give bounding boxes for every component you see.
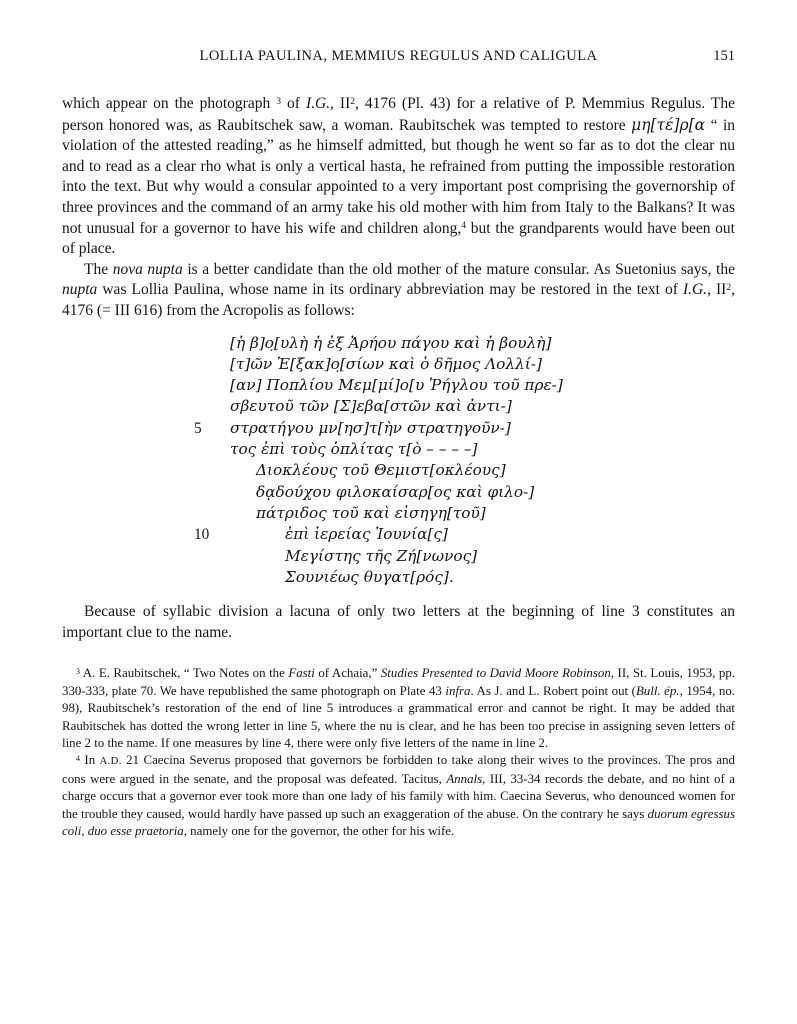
inscription-line-number: 5 xyxy=(194,419,202,437)
inscription-line-text: [τ]ῶν Ἑ[ξακ]ο̣[σίων καὶ ὁ δῆμος Λολλί-] xyxy=(230,354,542,373)
inscription-line xyxy=(184,460,735,481)
inscription-line-number xyxy=(184,375,230,396)
page-header xyxy=(62,48,735,65)
footnote-4: $^4$ In A.D. 21 Caecina Severus proposed that governors be forbidden to take along their wives to the provinces. The pros and cons were argued in the senate, and the proposal was defeated. Tacitus, Annals, III, 33-34 records the debate, and no hint of a charge occurs that a governor ever took more than one lady of his family with him. Caecina Severus, who denounced women for the trouble they caused, would hardly have passed up such an exaggeration of the abuse. On the contrary he says duorum egressus coli, duo esse praetoria, namely one for the governor, the other for his wife. xyxy=(62,753,735,838)
inscription-line-number: 10 xyxy=(194,526,210,544)
paragraph-2: The nova nupta is a better candidate than the old mother of the mature consular. As Suetonius says, the nupta was Lollia Paulina, whose name in its ordinary abbreviation may be restored in the text of I.G., $II^2$, 4176 (= III 616) from the Acropolis as follows: xyxy=(62,260,735,319)
inscription-line-number xyxy=(184,482,230,503)
inscription-line-number xyxy=(184,333,230,354)
inscription-line-text: ἐπὶ ἱερείας Ἰουνία[ς] xyxy=(285,525,448,544)
inscription-line-number xyxy=(184,439,230,460)
inscription-line-text: στρατήγου μν[ησ]τ[ὴν στρατηγοῦν-] xyxy=(230,418,511,437)
inscription-line-number xyxy=(184,460,230,481)
inscription-line xyxy=(184,439,735,460)
inscription-line-text: [αν] Ποπλίου Μεμ[μί]ο[υ Ῥήγλου τοῦ πρε-] xyxy=(230,376,563,395)
inscription-line xyxy=(184,333,735,354)
greek-inscription xyxy=(184,333,735,589)
inscription-line xyxy=(184,567,735,588)
inscription-line-text: [ἡ β]ο̣[υλὴ ἡ ἐξ Ἀρήου πάγου καὶ ἡ βουλὴ] xyxy=(230,333,552,352)
inscription-line xyxy=(184,396,735,417)
footnote-3: $^3$ A. E. Raubitschek, “ Two Notes on the Fasti of Achaia,” Studies Presented to David Moore Robinson, II, St. Louis, 1953, pp. 330-333, plate 70. We have republished the same photograph on Plate 43 infra. As J. and L. Robert point out (Bull. ép., 1954, no. 98), Raubitschek’s restoration of the end of line 5 introduces a grammatical error and cannot be right. It may be added that Raubitschek has dotted the wrong letter in line 5, where the nu is clear, and he has been too precise in assigning seven letters of line 2 to the name. If one measures by line 4, there were only five letters of the name in line 2. xyxy=(62,666,736,750)
inscription-line-text: Μεγίστης τῆς Ζή[νωνος] xyxy=(285,546,478,565)
inscription-line-text: πάτριδος τοῦ καὶ εἰσηγη[τοῦ] xyxy=(256,503,486,522)
footnotes xyxy=(62,665,735,840)
inscription-line-text: σβευτοῦ τῶν [Σ]εβα[στῶν καὶ ἀντι-] xyxy=(230,397,512,416)
inscription-line-text: Διοκλέους τοῦ Θεμιστ[οκλέους] xyxy=(256,461,506,480)
inscription-line-text: τος ἐπὶ τοὺς ὁπλίτας τ[ὸ – – – –] xyxy=(230,440,478,459)
inscription-line-text: Σουνιέως θυγατ[ρός]. xyxy=(285,567,454,586)
page-number: 151 xyxy=(713,48,735,64)
paragraph-1: which appear on the photograph $^3$ of I.G., $II^2$, 4176 (Pl. 43) for a relative of P. Memmius Regulus. The person honored was, as Raubitschek saw, a woman. Raubitschek was tempted to restore μη[τέ]ρ[α “ in violation of the attested reading,” as he himself admitted, but though he went so far as to dot the clear nu and to read as a clear rho what is only a vertical hasta, he refrained from putting the impossible restoration into the text. But why would a consular appointed to a very important post comprising the governorship of three provinces and the command of an army take his old mother with him from Italy to the Balkans? It was not unusual for a governor to have his wife and children along,$^4$ but the grandparents would have been out of place. xyxy=(62,95,736,258)
running-title: LOLLIA PAULINA, MEMMIUS REGULUS AND CALIGULA xyxy=(199,48,598,64)
inscription-line-number xyxy=(184,354,230,375)
inscription-line xyxy=(184,418,735,439)
inscription-line xyxy=(184,546,735,567)
page-body xyxy=(62,94,735,840)
inscription-line xyxy=(184,375,735,396)
inscription-line-number xyxy=(184,396,230,417)
inscription-line xyxy=(184,503,735,524)
inscription-line-number xyxy=(184,503,230,524)
inscription-line xyxy=(184,524,735,545)
inscription-line-number xyxy=(184,546,230,567)
paragraph-3: Because of syllabic division a lacuna of only two letters at the beginning of line 3 constitutes an important clue to the name. xyxy=(62,603,735,641)
inscription-line-text: δᾳδούχου φιλοκαίσαρ[ος καὶ φιλο-] xyxy=(256,482,535,501)
inscription-line xyxy=(184,354,735,375)
inscription-line xyxy=(184,482,735,503)
inscription-line-number xyxy=(184,567,230,588)
